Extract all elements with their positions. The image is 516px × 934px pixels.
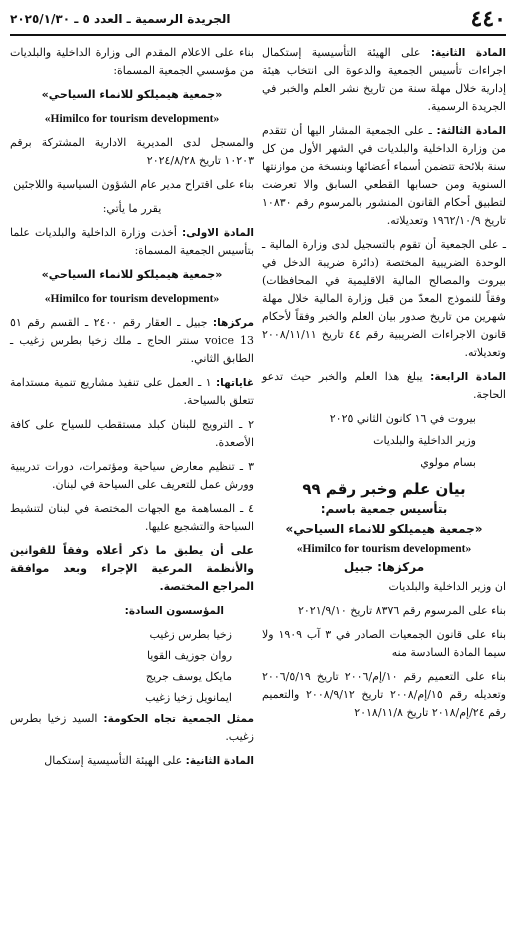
basis-decree: بناء على المرسوم رقم ٨٣٧٦ تاريخ ٢٠٢١/٩/١٠ — [297, 604, 506, 617]
registration-info: والمسجل لدى المديرية الادارية المشتركة برقم ١٠٢٠٣ تاريخ ٢٠٢٤/٨/٢٨ — [10, 136, 254, 167]
article-four-text: يبلغ هذا العلم والخبر حيث تدعو الحاجة. — [262, 370, 506, 401]
association-name-en: «Himilco for tourism development» — [44, 113, 220, 125]
founders-label: المؤسسون السادة: — [124, 605, 224, 617]
left-column — [10, 44, 254, 776]
founder-name: روان جوزيف القويا — [146, 649, 232, 662]
article-two-label: المادة الثانية: — [430, 47, 506, 59]
association-name-ar-2: «جمعية هيميلكو للانماء السياحي» — [41, 268, 223, 281]
headquarters-text: جبيل ـ العقار رقم ٢٤٠٠ ـ القسم رقم ٥١ voice 13 سنتر الحاج ـ ملك زخيا بطرس زغيب ـ الطابق الثاني. — [10, 316, 254, 365]
goal-four: ٤ ـ المساهمة مع الجهات المختصة في لبنان لتنشيط السياحة والتشجيع عليها. — [10, 502, 254, 533]
article-three-paragraph — [262, 122, 506, 230]
notice-title: بيان علم وخبر رقم ٩٩ — [302, 480, 466, 498]
columns — [10, 44, 506, 776]
signature-block — [262, 410, 506, 472]
association-name-ar: «جمعية هيميلكو للانماء السياحي» — [285, 522, 483, 536]
headquarters-paragraph — [10, 314, 254, 368]
decides-heading: يقرر ما يأتي: — [102, 202, 162, 215]
article-two-text-left: على الهيئة التأسيسية إستكمال — [44, 754, 186, 767]
representative-paragraph — [10, 710, 254, 746]
article-two-text: على الهيئة التأسيسية إستكمال اجراءات تأسيس الجمعية والدعوة الى انتخاب هيئة إدارية خلال مهلة سنة من تاريخ نشر العلم والخبر في الجريدة الرسمية. — [262, 46, 506, 113]
article-four-paragraph — [262, 368, 506, 404]
notice-subtitle: بتأسيس جمعية باسم: — [320, 502, 448, 516]
goal-three: ٣ ـ تنظيم معارض سياحية ومؤتمرات، دورات تدريبية وورش عمل للتعريف على السياحة في لبنان. — [10, 460, 254, 491]
article-one-paragraph — [10, 224, 254, 260]
association-name-ar: «جمعية هيميلكو للانماء السياحي» — [41, 88, 223, 101]
signature-date: بيروت في ١٦ كانون الثاني ٢٠٢٥ — [329, 412, 476, 425]
founder-name: ايمانويل زخيا زغيب — [145, 691, 232, 704]
article-two-continued — [10, 752, 254, 770]
goals-paragraph — [10, 374, 254, 410]
goals-label: غاياتها: — [215, 377, 254, 389]
legal-obligation: على أن يطبق ما ذكر أعلاه وفقاً للقوانين والأنظمة المرعية الإجراء وبعد موافقة المراجع المختصة. — [10, 544, 254, 593]
representative-label: ممثل الجمعية تجاه الحكومة: — [103, 713, 254, 725]
association-name-en: «Himilco for tourism development» — [296, 543, 472, 555]
founder-name: مايكل يوسف جريج — [145, 670, 232, 683]
article-two-label-left: المادة الثانية: — [185, 755, 254, 767]
basis-circulars: بناء على التعميم رقم ١٠/إم/٢٠٠٦ تاريخ ٢٠٠٦/٥/١٩ وتعديله رقم ١٥/إم/٢٠٠٨ تاريخ ٢٠٠٨/٩/١٢ والتعميم رقم ٢٤/إم/٢٠١٨ تاريخ ٢٠١٨/١١/٨ — [262, 670, 506, 719]
right-column — [262, 44, 506, 776]
basis-law: بناء على قانون الجمعيات الصادر في ٣ آب ١٩٠٩ ولا سيما المادة السادسة منه — [262, 628, 507, 659]
article-three-label: المادة الثالثة: — [436, 125, 506, 137]
article-two-paragraph — [262, 44, 506, 116]
article-three-text: ـ على الجمعية المشار اليها أن تتقدم من وزارة الداخلية والبلديات في الشهر الأول من كل سنة بلائحة تتضمن أسماء أعضائها وبنسخة من موازنتها السنوية ومن حسابها القطعي السابق والا تعرضت لتطبيق أحكام القانون المنشور بالمرسوم رقم ١٠٨٣٠ تاريخ ١٩٦٢/١٠/٩ وتعديلاته. — [262, 124, 506, 227]
article-one-text: أخذت وزارة الداخلية والبلديات علما بتأسيس الجمعية المسماة: — [10, 226, 254, 257]
page-header — [10, 4, 506, 36]
representative-text: السيد زخيا بطرس زغيب. — [10, 712, 254, 743]
signature-title: وزير الداخلية والبلديات — [373, 434, 476, 447]
proposal-basis: بناء على اقتراح مدير عام الشؤون السياسية واللاجئين — [13, 178, 254, 191]
association-name-en-2: «Himilco for tourism development» — [44, 293, 220, 305]
gazette-title: الجريدة الرسمية ـ العدد ٥ ـ ٢٠٢٥/١/٣٠ — [10, 12, 231, 26]
page-number: ٤٤٠ — [470, 6, 506, 32]
signature-name: بسام مولوي — [420, 456, 476, 469]
notification-basis: بناء على الاعلام المقدم الى وزارة الداخلية والبلديات من مؤسسي الجمعية المسماة: — [10, 46, 254, 77]
founders-list — [10, 626, 254, 707]
article-four-label: المادة الرابعة: — [430, 371, 507, 383]
founder-name: زخيا بطرس زغيب — [149, 628, 232, 641]
minister-intro: ان وزير الداخلية والبلديات — [388, 580, 506, 593]
article-one-label: المادة الاولى: — [181, 227, 254, 239]
goal-one-text: ١ ـ العمل على تنفيذ مشاريع تنمية مستدامة تتعلق بالسياحة. — [10, 376, 254, 407]
headquarters-label: مركزها: — [212, 317, 254, 329]
headquarters-line: مركزها: جبيل — [343, 560, 425, 574]
tax-registration-paragraph: ـ على الجمعية أن تقوم بالتسجيل لدى وزارة المالية ـ الوحدة الضريبية المختصة (دائرة ضريبة الدخل في بيروت والمصالح المالية الاقليمية في المحافظات) وفقاً للنموذج المعدّ من قبل وزارة المالية خلال مهلة شهرين من تاريخ صدور بيان العلم والخبر وفقاً لأحكام قانون الاجراءات الضريبية رقم ٤٤ تاريخ ٢٠٠٨/١١/١١ وتعديلاته. — [262, 238, 507, 359]
goal-two: ٢ ـ الترويج للبنان كبلد مستقطب للسياح على كافة الأصعدة. — [10, 418, 254, 449]
